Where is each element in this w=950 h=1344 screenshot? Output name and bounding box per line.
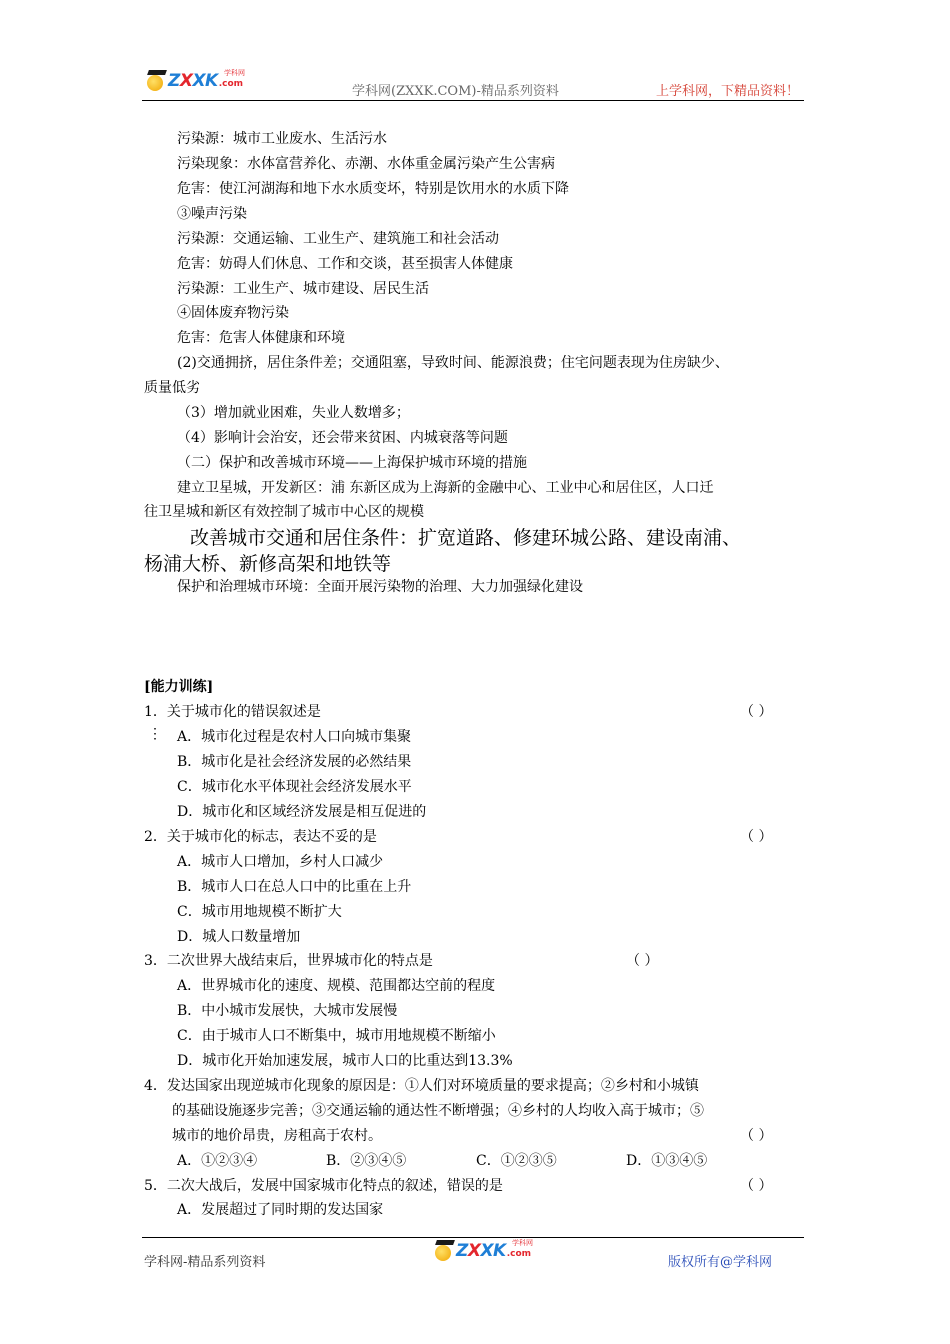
text-line: 危害：危害人体健康和环境	[177, 330, 345, 346]
question-option: C．城市用地规模不断扩大	[177, 904, 342, 920]
text-line: ③噪声污染	[177, 206, 247, 222]
text-line-large: 改善城市交通和居住条件：扩宽道路、修建环城公路、建设南浦、	[190, 527, 742, 549]
question-option: A．城市人口增加，乡村人口减少	[177, 854, 384, 870]
header-logo	[144, 69, 246, 92]
text-line: （4）影响计会治安，还会带来贫困、内城衰落等问题	[177, 430, 508, 446]
answer-paren: （ ）	[740, 704, 773, 720]
logo-text: ZXXK	[168, 71, 218, 91]
choice-d: D．①③④⑤	[626, 1153, 708, 1169]
question-option: B．中小城市发展快，大城市发展慢	[177, 1003, 398, 1019]
question-option: B．城市化是社会经济发展的必然结果	[177, 754, 412, 770]
question-continuation: 城市的地价昂贵，房租高于农村。	[172, 1128, 382, 1144]
text-line: 危害：使江河湖海和地下水水质变坏，特别是饮用水的水质下降	[177, 181, 569, 197]
text-line: 危害：妨碍人们休息、工作和交谈，甚至损害人体健康	[177, 256, 513, 272]
text-line-large: 杨浦大桥、新修高架和地铁等	[144, 553, 392, 575]
question-stem: 1．关于城市化的错误叙述是	[144, 704, 321, 720]
text-line: 污染源：交通运输、工业生产、建筑施工和社会活动	[177, 231, 499, 247]
choice-a: A．①②③④	[177, 1153, 258, 1169]
question-stem: 3．二次世界大战结束后，世界城市化的特点是	[144, 953, 433, 969]
footer-rule	[142, 1237, 804, 1238]
answer-paren: （ ）	[626, 953, 659, 969]
text-line: 质量低劣	[144, 380, 200, 396]
text-line: 污染源：城市工业废水、生活污水	[177, 131, 387, 147]
question-option: D．城人口数量增加	[177, 929, 301, 945]
choice-b: B．②③④⑤	[326, 1153, 407, 1169]
question-stem: 5．二次大战后，发展中国家城市化特点的叙述，错误的是	[144, 1178, 503, 1194]
answer-paren: （ ）	[740, 1128, 773, 1144]
text-line: ④固体废弃物污染	[177, 305, 289, 321]
text-line: （3）增加就业困难，失业人数增多；	[177, 405, 410, 421]
text-line: 建立卫星城，开发新区：浦 东新区成为上海新的金融中心、工业中心和居住区，人口迁	[177, 480, 714, 496]
text-line: （二）保护和改善城市环境——上海保护城市环境的措施	[177, 455, 527, 471]
question-continuation: 的基础设施逐步完善；③交通运输的通达性不断增强；④乡村的人均收入高于城市；⑤	[172, 1103, 704, 1119]
logo-domain: .com	[218, 79, 244, 89]
answer-paren: （ ）	[740, 1178, 773, 1194]
question-option: B．城市人口在总人口中的比重在上升	[177, 879, 412, 895]
question-option: A．城市化过程是农村人口向城市集聚	[177, 729, 412, 745]
text-line: (2)交通拥挤，居住条件差；交通阻塞，导致时间、能源浪费；住宅问题表现为住房缺少、	[177, 355, 729, 371]
footer-right: 版权所有@学科网	[668, 1255, 773, 1270]
logo-cn: 学科网	[224, 69, 246, 77]
text-line: 保护和治理城市环境：全面开展污染物的治理、大力加强绿化建设	[177, 579, 583, 595]
question-option: A．发展超过了同时期的发达国家	[177, 1202, 384, 1218]
footer-left: 学科网-精品系列资料	[144, 1255, 266, 1270]
question-option: C．由于城市人口不断集中，城市用地规模不断缩小	[177, 1028, 496, 1044]
text-line: 污染源：工业生产、城市建设、居民生活	[177, 281, 429, 297]
header-rule	[142, 100, 804, 101]
question-option: A．世界城市化的速度、规模、范围都达空前的程度	[177, 978, 496, 994]
question-option: D．城市化开始加速发展，城市人口的比重达到13.3%	[177, 1053, 513, 1069]
question-stem: 2．关于城市化的标志，表达不妥的是	[144, 829, 377, 845]
question-stem: 4．发达国家出现逆城市化现象的原因是：①人们对环境质量的要求提高；②乡村和小城镇	[144, 1078, 699, 1094]
logo-text: ZXXK	[456, 1241, 506, 1261]
margin-marker: ⋮	[148, 726, 162, 742]
header-right: 上学科网，下精品资料！	[656, 84, 800, 99]
answer-paren: （ ）	[740, 829, 773, 845]
header-center: 学科网(ZXXK.COM)-精品系列资料	[352, 84, 559, 99]
question-option: D．城市化和区域经济发展是相互促进的	[177, 804, 427, 820]
section-title: [能力训练]	[144, 679, 214, 695]
footer-logo	[432, 1239, 534, 1262]
question-option: C．城市化水平体现社会经济发展水平	[177, 779, 412, 795]
logo-domain: .com	[506, 1249, 532, 1259]
text-line: 污染现象：水体富营养化、赤潮、水体重金属污染产生公害病	[177, 156, 555, 172]
choice-c: C．①②③⑤	[476, 1153, 557, 1169]
text-line: 往卫星城和新区有效控制了城市中心区的规模	[144, 504, 424, 520]
mascot-icon	[144, 70, 168, 92]
mascot-icon	[432, 1240, 456, 1262]
logo-cn: 学科网	[512, 1239, 534, 1247]
